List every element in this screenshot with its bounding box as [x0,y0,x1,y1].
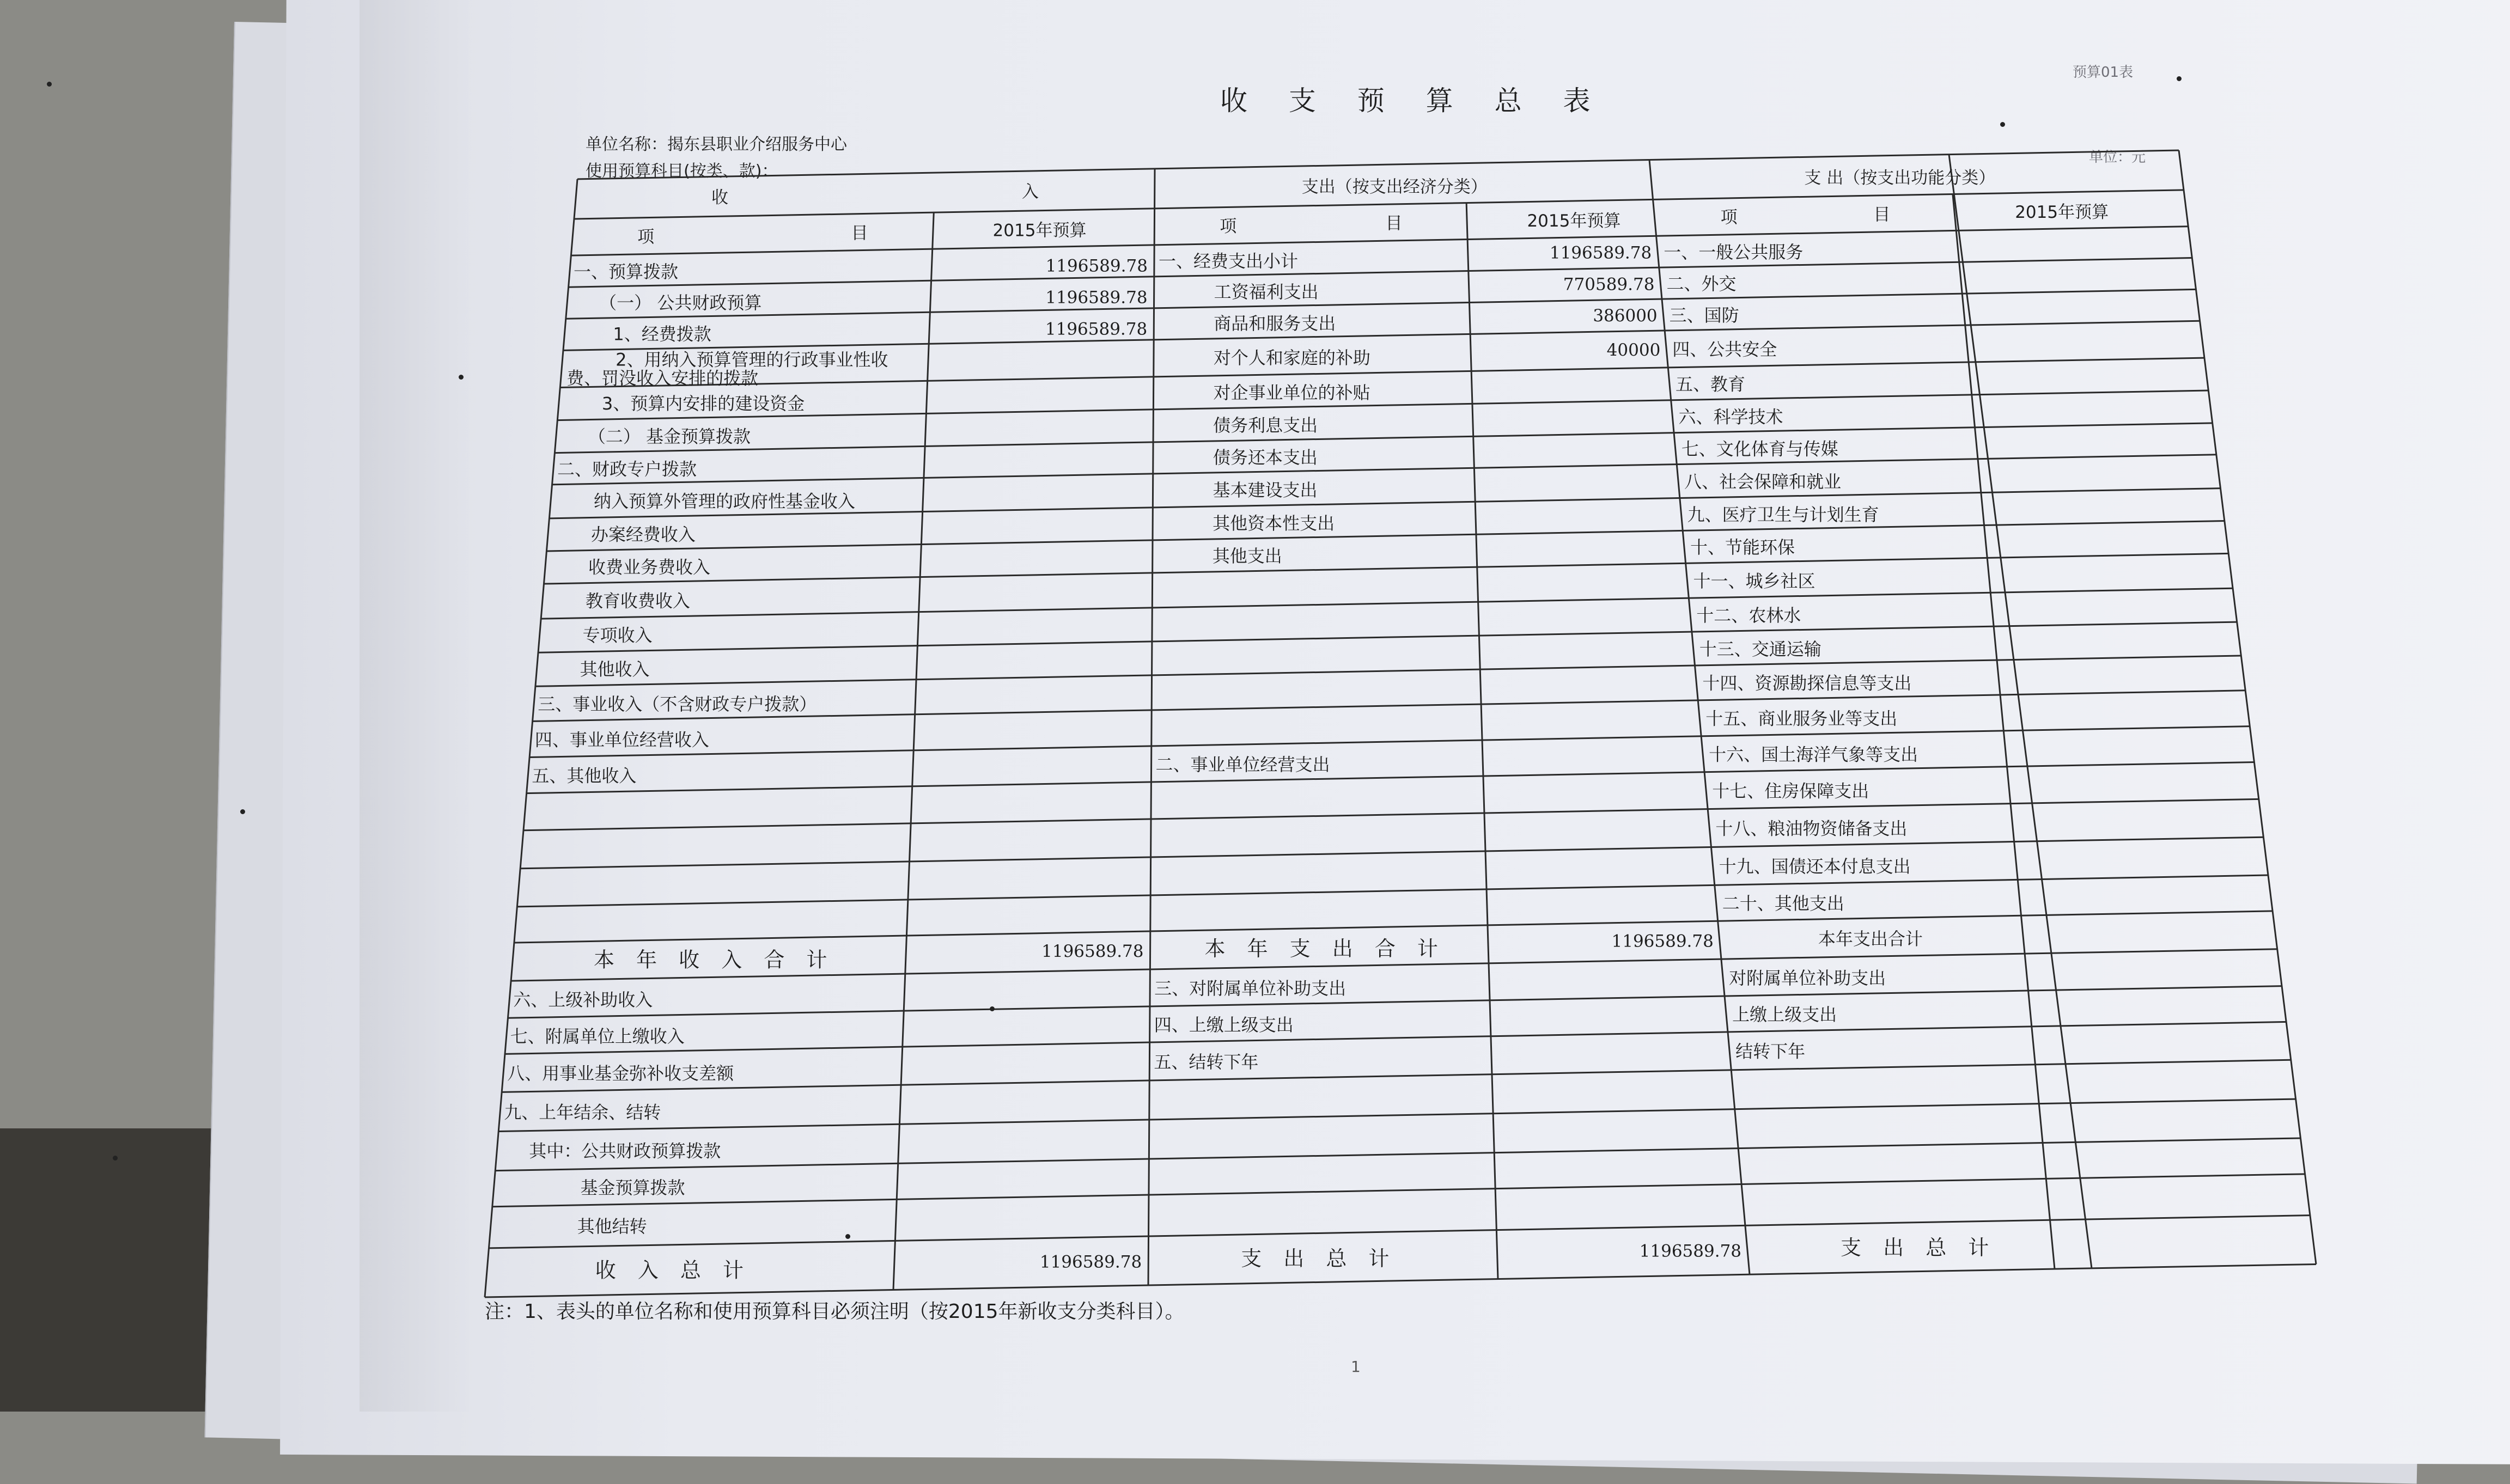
year-expense-total-value: 1196589.78 [1611,931,1714,951]
table-row-line [508,986,2282,1018]
column-header-item-left: 项 [637,227,655,247]
grand-functional-total-label: 支 出 总 计 [1841,1236,1997,1260]
speck [240,809,245,814]
speck [2177,76,2182,81]
functional-item-label: 十六、国土海洋气象等支出 [1709,744,1918,765]
income-item-label: 其他收入 [580,658,650,680]
table-row-line [523,799,2259,830]
functional-item-label: 五、教育 [1676,374,1746,395]
income-item-label: 二、财政专户拨款 [557,459,697,480]
functional-item-label: 三、国防 [1669,304,1739,326]
functional-item-label: 十七、住房保障支出 [1712,780,1869,802]
economic-item-value: 386000 [1593,306,1658,326]
income-item-value: 1196589.78 [1045,288,1148,308]
functional-item-label: 一、一般公共服务 [1664,242,1804,263]
economic-item-label: 债务还本支出 [1213,447,1318,468]
table-row-line [546,521,2224,551]
functional-item-label: 二、外交 [1666,273,1737,294]
table-row-line [517,875,2268,907]
organization-name: 单位名称：揭东县职业介绍服务中心 [586,135,847,154]
table-column-line [2179,150,2316,1264]
table-row-line [502,1060,2291,1092]
table-row-line [495,1138,2300,1171]
year-income-total-label: 本 年 收 入 合 计 [594,948,835,972]
income-item-label: （一） 公共财政预算 [599,292,762,314]
income-item-label: 教育收费收入 [585,590,690,612]
lower-income-label: 其他结转 [577,1216,647,1237]
economic-item-label: 其他支出 [1212,545,1282,566]
table-row-line [566,289,2196,319]
table-row-line [505,1022,2286,1054]
income-item-label: 专项收入 [582,625,653,646]
income-header-left: 收 [711,187,728,207]
income-item-label: 三、事业收入（不含财政专户拨款） [538,694,817,715]
table-row-line [538,622,2237,652]
lower-functional-label: 对附属单位补助支出 [1729,967,1886,988]
grand-income-total-label: 收 入 总 计 [595,1258,751,1283]
table-row-line [485,1264,2316,1297]
column-header-budget-2015: 2015年预算 [992,221,1087,241]
income-item-label: 办案经费收入 [590,524,696,545]
economic-item-value: 770589.78 [1563,274,1655,295]
table-row-line [552,455,2216,485]
speck [845,1234,850,1239]
economic-item-label: 商品和服务支出 [1214,313,1336,334]
income-header-right: 入 [1021,182,1039,202]
economic-item-label: 对个人和家庭的补助 [1213,347,1370,368]
table-grid [485,150,2316,1297]
lower-income-label: 九、上年结余、结转 [504,1102,661,1123]
grand-expense-total-value: 1196589.78 [1639,1241,1742,1261]
table-row-line [569,258,2192,288]
functional-item-label: 二十、其他支出 [1722,893,1844,914]
functional-item-label: 十八、粮油物资储备支出 [1715,818,1908,839]
income-item-label: （二） 基金预算拨款 [588,426,751,447]
economic-item-label: 工资福利支出 [1214,281,1319,302]
lower-expense-label: 三、对附属单位补助支出 [1154,978,1347,999]
lower-income-label: 基金预算拨款 [580,1177,685,1198]
lower-functional-label: 上缴上级支出 [1732,1004,1837,1025]
year-expense-total-label: 本 年 支 出 合 计 [1204,937,1446,961]
table-row-line [535,656,2241,686]
table-row-line [527,762,2255,793]
speck [47,82,52,87]
functional-item-label: 十九、国债还本付息支出 [1719,856,1911,877]
economic-item-label: 基本建设支出 [1213,479,1318,500]
year-income-total-value: 1196589.78 [1041,942,1144,962]
lower-expense-label: 四、上缴上级支出 [1154,1014,1294,1035]
income-item-value: 1196589.78 [1045,319,1148,339]
economic-item-label: 债务利息支出 [1213,414,1318,436]
functional-item-label: 六、科学技术 [1678,406,1783,428]
column-header-item-right: 目 [851,223,868,243]
income-item-value: 1196589.78 [1045,256,1148,276]
expense-functional-header: 支 出（按支出功能分类） [1804,168,1996,188]
column-header-budget-2015: 2015年预算 [2015,202,2109,222]
table-row-line [520,837,2263,869]
lower-income-label: 六、上级补助收入 [513,990,653,1011]
functional-item-label: 八、社会保障和就业 [1684,471,1842,492]
column-header-item-right: 目 [1873,205,1891,225]
document-title: 收 支 预 算 总 表 [1220,85,1607,117]
page-number: 1 [1351,1358,1361,1376]
table-row-line [498,1099,2295,1131]
speck [990,1006,995,1011]
column-header-budget-2015: 2015年预算 [1527,211,1621,231]
table-column-line [1949,155,2092,1268]
column-header-item-left: 项 [1220,217,1237,237]
functional-item-label: 十五、商业服务业等支出 [1705,708,1898,729]
income-item-label: 2、用纳入预算管理的行政事业性收 [616,349,888,370]
grand-expense-total-label: 支 出 总 计 [1241,1246,1397,1271]
table-row-line [492,1174,2305,1207]
income-item-label: 纳入预算外管理的政府性基金收入 [593,491,856,512]
economic-item-label: 其他资本性支出 [1213,512,1335,534]
functional-item-label: 十、节能环保 [1690,537,1795,558]
economic-item-value: 40000 [1606,340,1661,361]
income-item-label: 1、经费拨款 [613,323,711,345]
income-item-label: 四、事业单位经营收入 [534,729,709,750]
table-row-line [557,390,2208,420]
table-row-line [555,423,2212,453]
budget-subject-line: 使用预算科目(按类、款)： [586,162,778,181]
expense-economic-header: 支出（按支出经济分类） [1301,177,1488,197]
table-row-line [529,726,2250,758]
year-functional-total-label: 本年支出合计 [1818,928,1923,949]
lower-income-label: 七、附属单位上缴收入 [510,1026,685,1047]
table-row-line [541,588,2233,619]
grand-income-total-value: 1196589.78 [1039,1252,1142,1272]
income-item-label: 一、预算拨款 [573,261,679,283]
table-row-line [563,321,2200,350]
economic-item-label: 二、事业单位经营支出 [1155,754,1330,775]
table-row-line [544,553,2228,584]
income-item-label-cont: 费、罚没收入安排的拨款 [566,368,759,389]
lower-expense-label: 五、结转下年 [1154,1051,1259,1072]
column-header-item-left: 项 [1720,207,1738,228]
functional-item-label: 十二、农林水 [1696,604,1801,626]
income-item-label: 收费业务费收入 [588,557,710,578]
functional-item-label: 七、文化体育与传媒 [1681,438,1838,460]
functional-item-label: 十三、交通运输 [1699,638,1821,659]
speck [2000,122,2005,127]
economic-item-value: 1196589.78 [1549,243,1652,263]
income-item-label: 五、其他收入 [532,765,637,786]
economic-item-label: 对企事业单位的补贴 [1213,382,1370,403]
functional-item-label: 四、公共安全 [1672,339,1777,360]
functional-item-label: 九、医疗卫生与计划生育 [1687,504,1879,526]
footnote: 注：1、表头的单位名称和使用预算科目必须注明（按2015年新收支分类科目）。 [485,1300,1185,1323]
speck [459,375,464,380]
income-item-label: 3、预算内安排的建设资金 [601,393,805,414]
lower-income-label: 八、用事业基金弥补收支差额 [507,1063,734,1084]
economic-item-label: 一、经费支出小计 [1158,251,1298,272]
table-row-line [489,1216,2310,1248]
lower-income-label: 其中：公共财政预算拨款 [529,1140,721,1162]
table-row-line [571,227,2188,255]
functional-item-label: 十四、资源勘探信息等支出 [1702,673,1912,694]
table-text [504,168,2109,1282]
speck [113,1156,118,1161]
column-header-item-right: 目 [1385,213,1403,234]
lower-functional-label: 结转下年 [1735,1041,1806,1062]
form-code: 预算01表 [2073,64,2134,81]
table-column-line [1148,169,1155,1285]
functional-item-label: 十一、城乡社区 [1693,571,1816,592]
unit-label: 单位：元 [2089,149,2146,166]
